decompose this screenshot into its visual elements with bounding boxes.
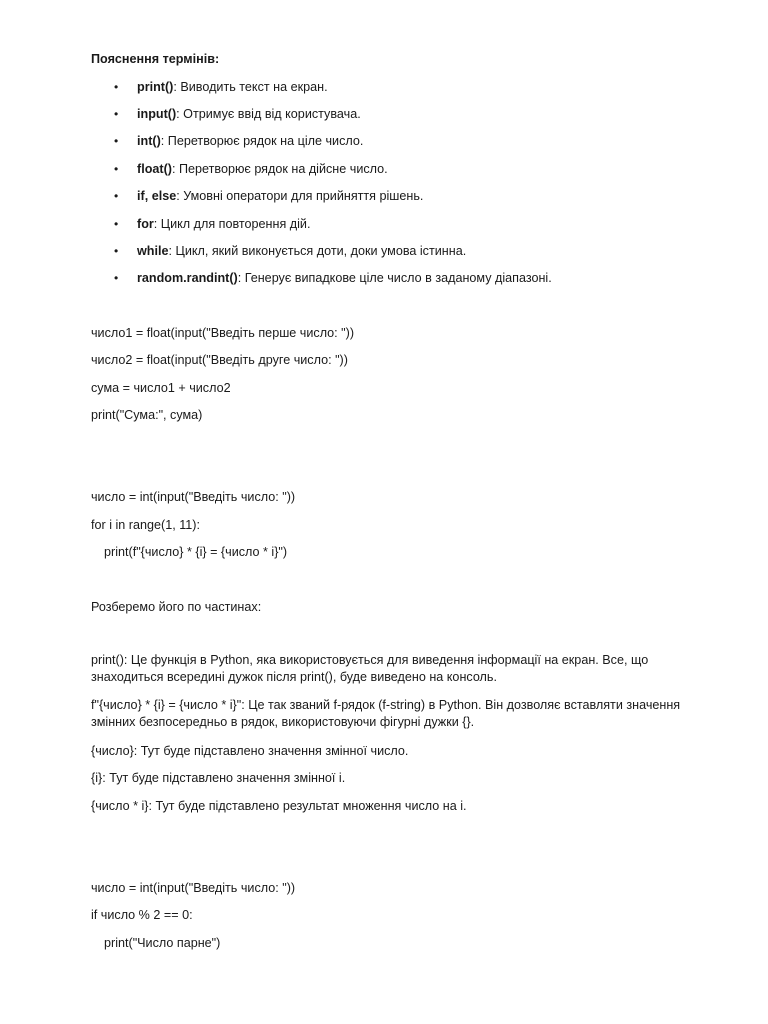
term-description: : Виводить текст на екран. xyxy=(173,80,328,94)
term-name: while xyxy=(137,244,169,258)
code-line: число1 = float(input("Введіть перше число: ")) xyxy=(91,326,355,340)
term-name: int() xyxy=(137,134,161,148)
code-line-indented: print("Число парне") xyxy=(104,936,221,950)
term-name: for xyxy=(137,217,154,231)
terms-heading: Пояснення термінів: xyxy=(91,52,220,66)
term-item-randint xyxy=(114,270,552,286)
code-line: print("Сума:", сума) xyxy=(91,408,203,422)
term-name: print() xyxy=(137,80,174,94)
term-item-if-else xyxy=(114,188,423,204)
breakdown-paragraph: {i}: Тут буде підставлено значення змінної i. xyxy=(91,771,346,785)
term-name: input() xyxy=(137,107,177,121)
term-description: : Перетворює рядок на дійсне число. xyxy=(171,162,388,176)
code-line: число = int(input("Введіть число: ")) xyxy=(91,490,296,504)
breakdown-intro: Розберемо його по частинах: xyxy=(91,600,262,614)
code-line: число2 = float(input("Введіть друге число: ")) xyxy=(91,353,348,367)
breakdown-paragraph: {число * i}: Тут буде підставлено результат множення число на i. xyxy=(91,799,467,813)
term-description: : Цикл, який виконується доти, доки умова істинна. xyxy=(168,244,467,258)
breakdown-paragraph: {число}: Тут буде підставлено значення змінної число. xyxy=(91,744,409,758)
bullet-icon: • xyxy=(114,80,119,94)
term-name: random.randint() xyxy=(137,271,238,285)
code-line: if число % 2 == 0: xyxy=(91,908,193,922)
bullet-icon: • xyxy=(114,107,119,121)
term-item-float xyxy=(114,161,388,177)
term-description: : Цикл для повторення дій. xyxy=(153,217,311,231)
breakdown-paragraph: f"{число} * {i} = {число * i}": Це так званий f-рядок (f-string) в Python. Він дозволяє вставляти значення змінних безпосередньо в рядок, використовуючи фігурні дужки {}. xyxy=(91,698,681,729)
bullet-icon: • xyxy=(114,134,119,148)
term-item-for xyxy=(114,216,310,232)
term-name: if, else xyxy=(137,189,177,203)
term-description: : Умовні оператори для прийняття рішень. xyxy=(176,189,424,203)
term-description: : Отримує ввід від користувача. xyxy=(176,107,361,121)
term-item-while xyxy=(114,243,466,259)
term-description: : Перетворює рядок на ціле число. xyxy=(160,134,364,148)
bullet-icon: • xyxy=(114,244,119,258)
term-item-int xyxy=(114,133,363,149)
bullet-icon: • xyxy=(114,189,119,203)
term-description: : Генерує випадкове ціле число в заданому діапазоні. xyxy=(237,271,552,285)
bullet-icon: • xyxy=(114,162,119,176)
code-line-indented: print(f"{число} * {i} = {число * i}") xyxy=(104,545,288,559)
breakdown-paragraph: print(): Це функція в Python, яка використовується для виведення інформації на екран. Все, що знаходиться всередині дужок після print(), буде виведено на консоль. xyxy=(91,653,649,684)
term-item-print xyxy=(114,79,328,95)
code-line: число = int(input("Введіть число: ")) xyxy=(91,881,296,895)
term-name: float() xyxy=(137,162,172,176)
code-line: for i in range(1, 11): xyxy=(91,518,200,532)
bullet-icon: • xyxy=(114,217,119,231)
bullet-icon: • xyxy=(114,271,119,285)
code-line: сума = число1 + число2 xyxy=(91,381,231,395)
term-item-input xyxy=(114,106,361,122)
